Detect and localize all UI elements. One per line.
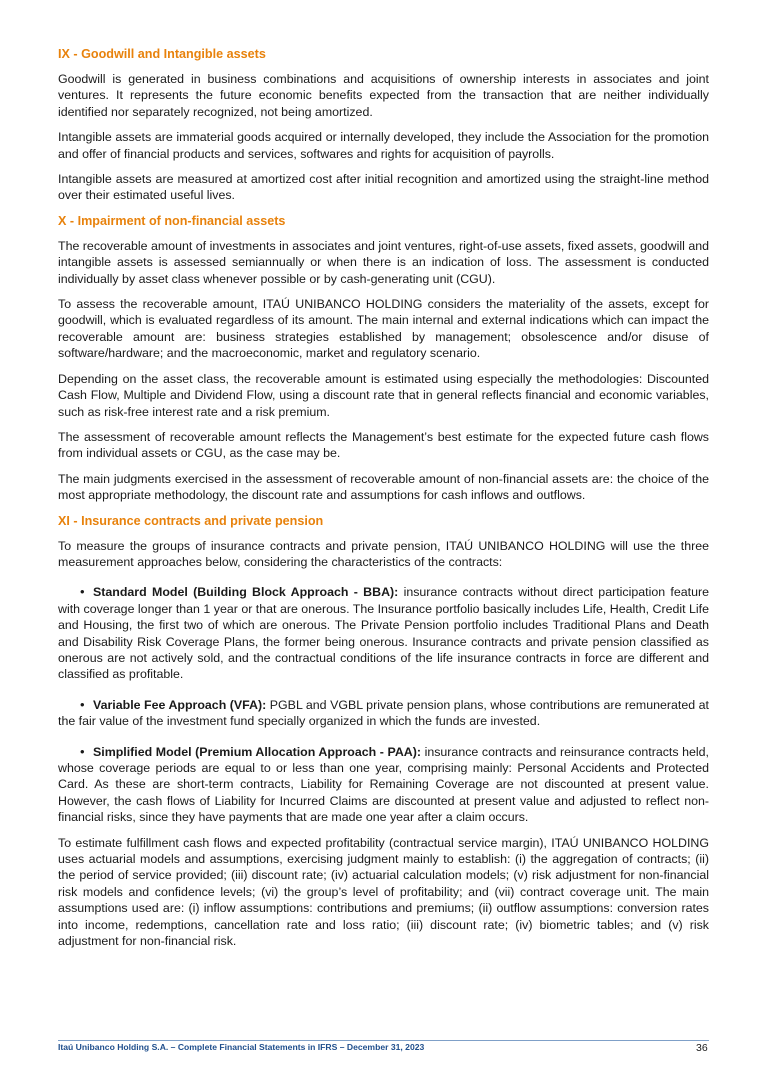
footer-rule: [58, 1040, 709, 1041]
paragraph: Intangible assets are immaterial goods acquired or internally developed, they include the Association for the promotion and offer of financial products and services, softwares and rights for acquisition of payrolls.: [58, 130, 709, 161]
paragraph: Depending on the asset class, the recoverable amount is estimated using especially the methodologies: Discounted Cash Flow, Multiple and Dividend Flow, using a discount rate that in general reflects financial and economic variables, such as risk-free interest rate and a risk premium.: [58, 371, 709, 419]
bullet-icon: •: [80, 696, 85, 712]
page-number: 36: [696, 1042, 708, 1054]
paragraph: The recoverable amount of investments in associates and joint ventures, right-of-use assets, fixed assets, goodwill and intangible assets is assessed semiannually or when there is an indication of loss. The assessment is conducted individually by asset class whenever possible or by cash-generating unit (CGU).: [58, 238, 709, 286]
bullet-text: insurance contracts and reinsurance contracts held, whose coverage periods are equal to or less than one year, comprising mainly: Personal Accidents and Protected Card. As these are short-term contracts, Liability for Remaining Coverage are not discounted at present value. However, the cash flows of Liability for Incurred Claims are discounted at present value and adjusted to reflect non-financial risks, since they have payments that are made one year after a claim occurs.: [58, 744, 709, 825]
section-heading-impairment: X - Impairment of non-financial assets: [58, 213, 286, 228]
bullet-text: PGBL and VGBL private pension plans, whose contributions are remunerated at the fair value of the investment fund specially organized in which the funds are invested.: [58, 697, 709, 729]
bullet-item-bba: [58, 584, 709, 682]
paragraph: The assessment of recoverable amount reflects the Management’s best estimate for the expected future cash flows from individual assets or CGU, as the case may be.: [58, 429, 709, 461]
paragraph: Intangible assets are measured at amortized cost after initial recognition and amortized using the straight-line method over their estimated useful lives.: [58, 172, 709, 203]
bullet-label: Standard Model (Building Block Approach - BBA):: [93, 585, 399, 600]
footer-title: Itaú Unibanco Holding S.A. – Complete Financial Statements in IFRS – December 31, 2023: [58, 1042, 425, 1052]
paragraph: To assess the recoverable amount, ITAÚ UNIBANCO HOLDING considers the materiality of the assets, except for goodwill, which is evaluated regardless of its amount. The main internal and external indications which can impact the recoverable amount are: business strategies established by management; obsolescence and/or disuse of software/hardware; and the macroeconomic, market and regulatory scenario.: [58, 297, 709, 361]
section-heading-goodwill: IX - Goodwill and Intangible assets: [58, 47, 266, 61]
bullet-label: Variable Fee Approach (VFA):: [93, 697, 267, 712]
bullet-text: insurance contracts without direct participation feature with coverage longer than 1 year or that are onerous. The Insurance portfolio basically includes Life, Health, Credit Life and Housing, the first two of which are onerous. The Private Pension portfolio includes Traditional Plans and Death and Disability Risk Coverage Plans, the former being onerous. Insurance contracts and private pension classified as onerous are not actively sold, and the contractual conditions of the life insurance contracts in force are different and classified as profitable.: [58, 585, 709, 682]
document-body: [58, 46, 709, 958]
bullet-item-paa: [58, 744, 709, 826]
paragraph: The main judgments exercised in the assessment of recoverable amount of non-financial assets are: the choice of the most appropriate methodology, the discount rate and assumptions for cash inflows and outflows.: [58, 471, 709, 503]
paragraph: To estimate fulfillment cash flows and expected profitability (contractual service margin), ITAÚ UNIBANCO HOLDING uses actuarial models and assumptions, exercising judgment mainly to establish: (i) the aggregation of contracts; (ii) the period of service provided; (iii) discount rate; (iv) actuarial calculation models; (v) risk adjustment for non-financial risk models and confidence levels; (vi) the group’s level of profitability; and (vii) contract coverage unit. The main assumptions used are: (i) inflow assumptions: contributions and premiums; (ii) outflow assumptions: conversion rates into income, redemptions, cancellation rate and loss ratio; (iii) discount rate; (iv) biometric tables; and (v) risk adjustment for non-financial risk.: [58, 835, 709, 949]
bullet-item-vfa: [58, 697, 709, 730]
paragraph: Goodwill is generated in business combinations and acquisitions of ownership interests in associates and joint ventures. It represents the future economic benefits expected from the transaction that are neither individually identified nor separately recognized, not being amortized.: [58, 72, 709, 119]
bullet-icon: •: [80, 584, 85, 600]
bullet-label: Simplified Model (Premium Allocation Approach - PAA):: [93, 744, 421, 759]
bullet-icon: •: [80, 743, 85, 759]
section-heading-insurance: XI - Insurance contracts and private pension: [58, 513, 324, 528]
paragraph: To measure the groups of insurance contracts and private pension, ITAÚ UNIBANCO HOLDING will use the three measurement approaches below, considering the characteristics of the contracts:: [58, 538, 709, 569]
